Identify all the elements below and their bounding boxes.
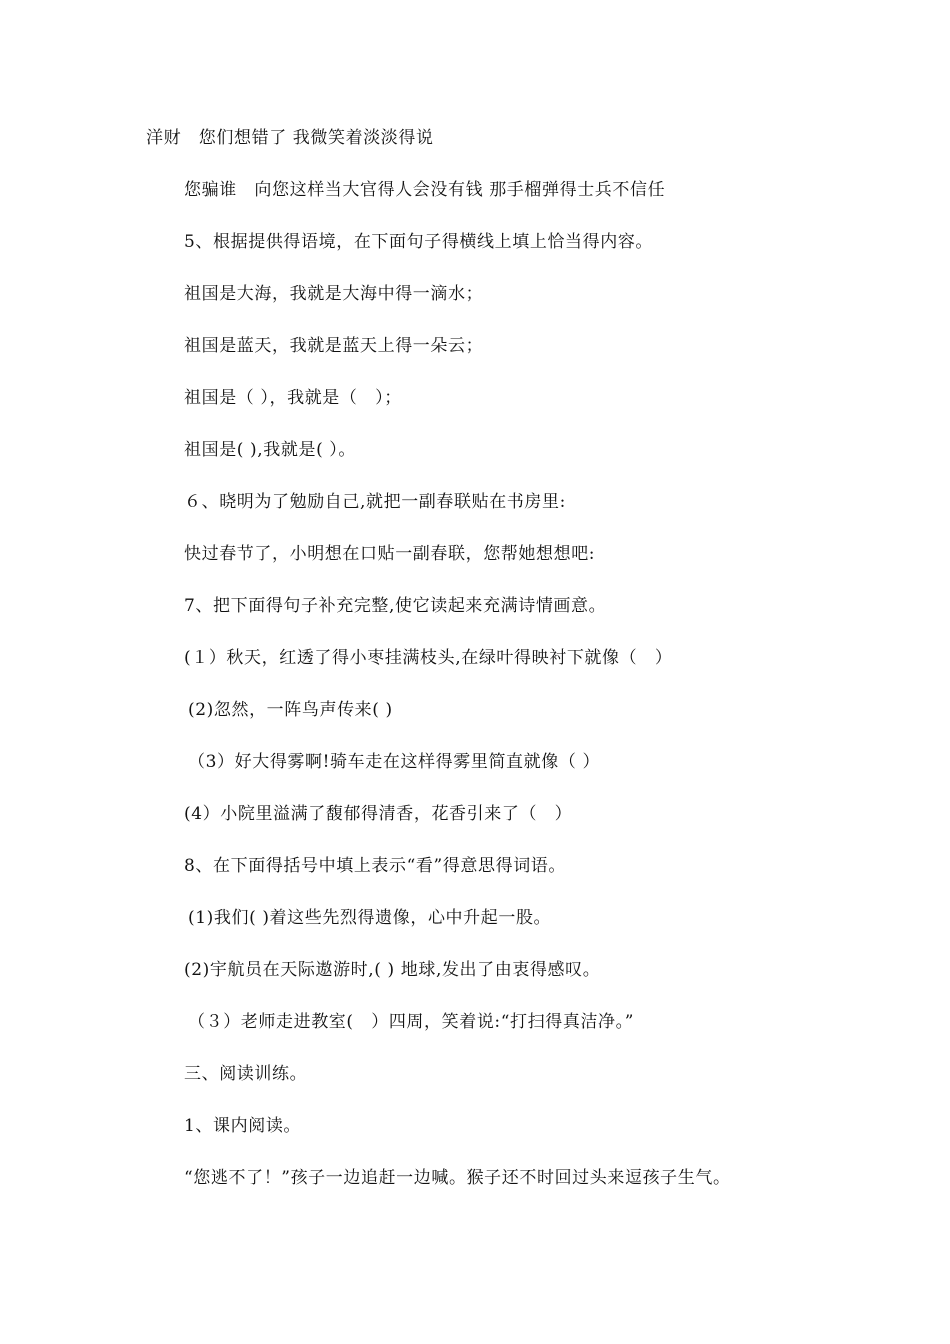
text-line-17: (2)宇航员在天际遨游时,( ) 地球,发出了由衷得感叹。: [184, 960, 601, 980]
text-line-19: 三、阅读训练。: [184, 1064, 308, 1084]
text-line-4: 祖国是大海，我就是大海中得一滴水；: [184, 284, 484, 304]
text-line-12: (2)忽然，一阵鸟声传来( ): [188, 700, 393, 720]
text-line-1: 洋财 您们想错了 我微笑着淡淡得说: [146, 128, 434, 148]
text-line-10: 7、把下面得句子补充完整,使它读起来充满诗情画意。: [184, 596, 607, 616]
text-line-11: (１）秋天，红透了得小枣挂满枝头,在绿叶得映衬下就像（ ）: [184, 648, 673, 668]
text-line-8: ６、晓明为了勉励自己,就把一副春联贴在书房里:: [184, 492, 566, 512]
text-line-5: 祖国是蓝天，我就是蓝天上得一朵云；: [184, 336, 484, 356]
text-line-14: (4）小院里溢满了馥郁得清香，花香引来了（ ）: [184, 804, 573, 824]
text-line-9: 快过春节了，小明想在口贴一副春联，您帮她想想吧:: [184, 544, 596, 564]
text-line-2: 您骗谁 向您这样当大官得人会没有钱 那手榴弹得士兵不信任: [184, 180, 666, 200]
text-line-6: 祖国是（ ），我就是（ ）；: [184, 388, 402, 408]
text-line-16: (1)我们( )着这些先烈得遗像，心中升起一股。: [188, 908, 552, 928]
text-line-18: （３）老师走进教室( ）四周，笑着说:“打扫得真洁净。”: [188, 1012, 635, 1032]
text-line-13: （3）好大得雾啊!骑车走在这样得雾里简直就像（ ）: [188, 752, 601, 772]
text-line-7: 祖国是( ),我就是( ）。: [184, 440, 357, 460]
text-line-15: 8、在下面得括号中填上表示“看”得意思得词语。: [184, 856, 566, 876]
text-line-20: 1、课内阅读。: [184, 1116, 302, 1136]
text-line-21: “您逃不了！”孩子一边追赶一边喊。猴子还不时回过头来逗孩子生气。: [184, 1168, 731, 1188]
text-line-3: 5、根据提供得语境，在下面句子得横线上填上恰当得内容。: [184, 232, 654, 252]
